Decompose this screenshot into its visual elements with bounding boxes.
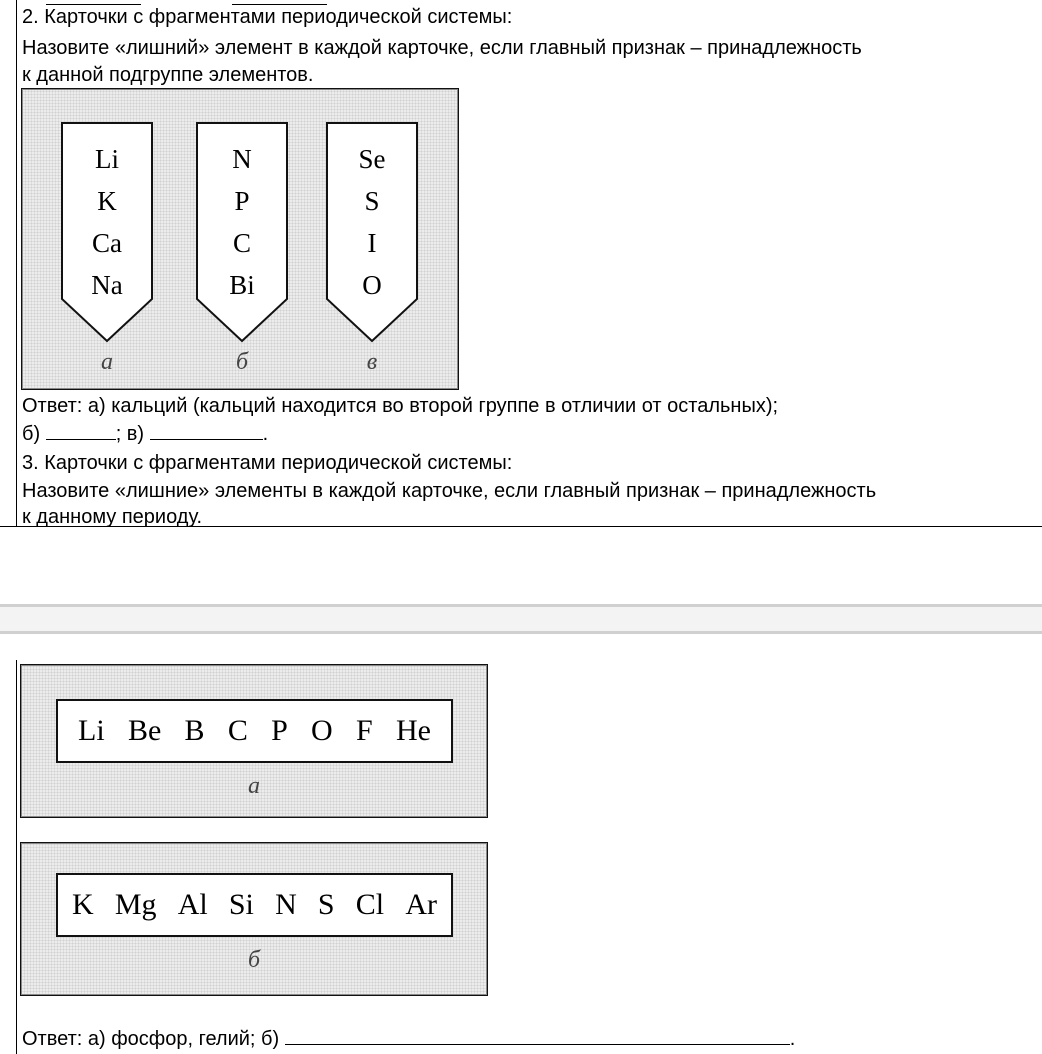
card-a-element-3: Ca (92, 228, 122, 258)
strip-a-element-8: He (395, 714, 431, 747)
strip-b-element-4: Si (228, 888, 254, 921)
strip-b-element-7: Cl (355, 888, 385, 921)
page-separator (0, 604, 1042, 634)
q3-answer-line (22, 1026, 795, 1051)
q2-answer-c-blank[interactable] (150, 421, 263, 440)
q2-answer-b-label: б) (22, 423, 41, 445)
q3-prompt-line1: Назовите «лишние» элементы в каждой карточке, если главный признак – принадлежность (22, 480, 877, 502)
q3-strip-a (56, 699, 453, 763)
q2-answer-c-label: ; в) (115, 423, 145, 445)
q3-answer-prefix: Ответ: а) фосфор, гелий; б) (22, 1028, 280, 1050)
q2-answer-line2 (22, 421, 268, 446)
card-b-caption: б (235, 349, 249, 375)
left-border-bottom (16, 660, 17, 1054)
left-border-top (16, 0, 17, 526)
card-a-caption: а (101, 349, 113, 375)
card-c-element-2: S (364, 186, 380, 216)
strip-a-element-6: O (311, 714, 333, 747)
strip-b-caption: б (247, 947, 261, 973)
q2-answer-b-blank[interactable] (46, 421, 116, 440)
q3-answer-end: . (789, 1028, 796, 1050)
strip-a-element-1: Li (78, 714, 105, 747)
q3-strip-b (56, 873, 453, 937)
card-c-element-4: O (362, 270, 382, 300)
q2-answer-end: . (262, 423, 269, 445)
card-a-element-1: Li (95, 144, 119, 174)
q3-answer-b-blank[interactable] (285, 1026, 790, 1045)
card-b-element-4: Bi (229, 270, 255, 300)
strip-a-element-2: Be (127, 714, 162, 747)
card-b-element-1: N (232, 144, 252, 174)
strip-a-element-4: C (227, 714, 248, 747)
q2-title: 2. Карточки с фрагментами периодической системы: (22, 6, 513, 28)
q2-answer-line1: Ответ: а) кальций (кальций находится во второй группе в отличии от остальных); (22, 395, 779, 417)
strip-a-element-3: B (184, 714, 205, 747)
strip-b-element-3: Al (177, 888, 208, 921)
q2-cards-figure (21, 88, 459, 390)
card-c-element-3: I (367, 228, 377, 258)
card-c-caption: в (366, 349, 378, 375)
card-b-element-2: P (234, 186, 250, 216)
q3-strip-a-figure (20, 664, 488, 818)
strip-b-element-1: K (72, 888, 94, 921)
card-c-element-1: Se (358, 144, 386, 174)
card-a-element-2: K (97, 186, 117, 216)
strip-b-element-8: Ar (405, 888, 437, 921)
strip-a-element-7: F (355, 714, 373, 747)
q3-title: 3. Карточки с фрагментами периодической системы: (22, 452, 513, 474)
strip-b-element-2: Mg (114, 888, 157, 921)
q3-strip-b-figure (20, 842, 488, 996)
q2-prompt-line1: Назовите «лишний» элемент в каждой карточке, если главный признак – принадлежность (22, 37, 862, 59)
q3-prompt-line2: к данному периоду. (22, 506, 202, 528)
strip-b-element-5: N (275, 888, 297, 921)
card-b-element-3: C (232, 228, 251, 258)
card-a-element-4: Na (91, 270, 123, 300)
strip-a-caption: а (248, 773, 260, 799)
q2-prompt-line2: к данной подгруппе элементов. (22, 64, 314, 86)
strip-a-element-5: P (271, 714, 288, 747)
strip-b-element-6: S (317, 888, 335, 921)
